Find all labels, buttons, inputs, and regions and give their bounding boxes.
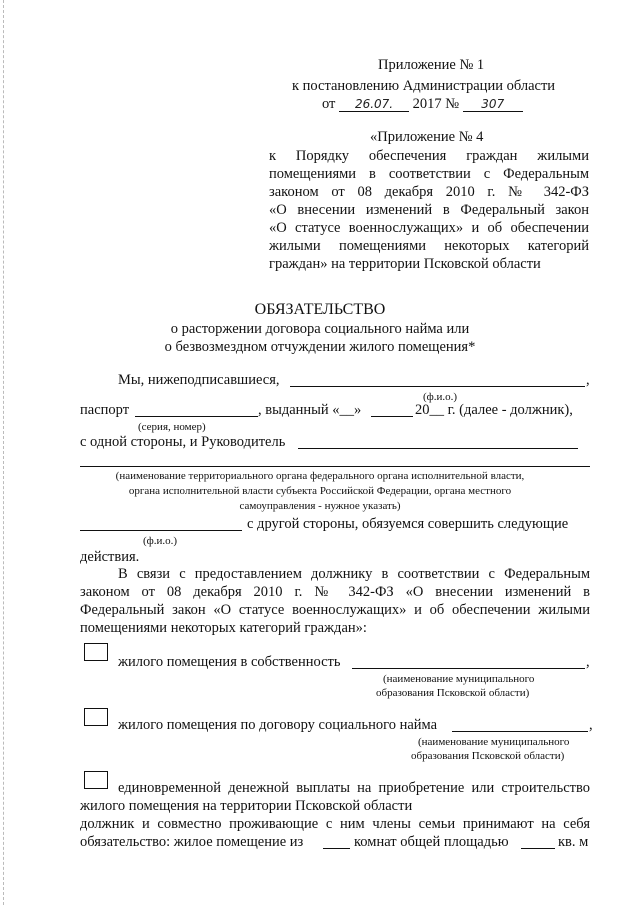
- from-word: от: [322, 96, 336, 112]
- appendix4-line-5: «О статусе военнослужащих» и об обеспечении: [269, 220, 589, 236]
- series-hint: (серия, номер): [138, 421, 206, 433]
- other-side-label: с другой стороны, обязуемся совершить следующие: [247, 516, 569, 532]
- appendix4-line-2: помещениями в соответствии с Федеральным: [269, 166, 589, 182]
- appendix4-line-4: «О внесении изменений в Федеральный закон: [269, 202, 589, 218]
- appendix4-line-6: жилыми помещениями некоторых категорий: [269, 238, 589, 254]
- fio-hint-2: (ф.и.о.): [143, 535, 178, 547]
- issued-label: , выданный «__»: [258, 402, 362, 418]
- option-social-rent-blank: [452, 731, 588, 732]
- checkbox-cash-payment[interactable]: [84, 771, 108, 789]
- appendix4-line-3: законом от 08 декабря 2010 г. № 342-ФЗ: [269, 184, 589, 200]
- option-ownership-label: жилого помещения в собственность: [118, 654, 341, 670]
- organ-blank: [80, 466, 590, 467]
- scan-edge: [3, 0, 4, 905]
- option-social-rent-label: жилого помещения по договору социального найма: [118, 717, 438, 733]
- year-number: 2017 №: [412, 96, 460, 112]
- comma-1: ,: [586, 372, 590, 388]
- para-line-1: В связи с предоставлением должнику в соответствии с Федеральным: [118, 566, 590, 582]
- actions-label: действия.: [80, 549, 140, 565]
- organ-hint-1: (наименование территориального органа федерального органа исполнительной власти,: [115, 470, 525, 482]
- resolution-label: к постановлению Администрации области: [292, 78, 556, 94]
- appendix4-line-7: граждан» на территории Псковской области: [269, 256, 541, 272]
- para-line-4: помещениями некоторых категорий граждан»:: [80, 620, 367, 636]
- appendix-label: Приложение № 1: [378, 57, 485, 73]
- fio-blank-1: [290, 386, 585, 387]
- comma-2: ,: [586, 654, 590, 670]
- obligation-title: ОБЯЗАТЕЛЬСТВО: [254, 301, 386, 318]
- passport-blank: [135, 416, 258, 417]
- passport-label: паспорт: [80, 402, 130, 418]
- closing-line-c: кв. м: [558, 834, 589, 850]
- fio-hint-1: (ф.и.о.): [423, 391, 458, 403]
- issued-month-blank: [371, 416, 413, 417]
- debtor-line: должник и совместно проживающие с ним члены семьи принимают на себя: [80, 816, 590, 832]
- option-social-rent-hint-2: образования Псковской области): [411, 750, 565, 762]
- head-blank: [298, 448, 578, 449]
- organ-hint-3: самоуправления - нужное указать): [239, 500, 401, 512]
- handwritten-date: 26.07.: [339, 97, 409, 112]
- option-ownership-hint-1: (наименование муниципального: [383, 673, 535, 685]
- obligation-subtitle-2: о безвозмездном отчуждении жилого помещения*: [164, 339, 476, 355]
- organ-hint-2: органа исполнительной власти субъекта Российской Федерации, органа местного: [128, 485, 512, 497]
- handwritten-number: 307: [463, 97, 523, 112]
- para-line-2: законом от 08 декабря 2010 г. № 342-ФЗ «О внесении изменений в: [80, 584, 590, 600]
- fio-blank-2: [80, 530, 242, 531]
- checkbox-ownership[interactable]: [84, 643, 108, 661]
- rooms-blank: [323, 848, 350, 849]
- option-cash-payment-line-1: единовременной денежной выплаты на приобретение или строительство: [118, 780, 590, 796]
- comma-3: ,: [589, 717, 593, 733]
- year-debtor-label: 20__ г. (далее - должник),: [415, 402, 573, 418]
- option-ownership-blank: [352, 668, 585, 669]
- closing-line-a: обязательство: жилое помещение из: [80, 834, 304, 850]
- area-blank: [521, 848, 555, 849]
- appendix4-title: «Приложение № 4: [370, 129, 484, 145]
- closing-line-b: комнат общей площадью: [354, 834, 509, 850]
- appendix4-line-1: к Порядку обеспечения граждан жилыми: [269, 148, 589, 164]
- option-ownership-hint-2: образования Псковской области): [376, 687, 530, 699]
- one-side-label: с одной стороны, и Руководитель: [80, 434, 286, 450]
- obligation-subtitle-1: о расторжении договора социального найма или: [170, 321, 470, 337]
- we-undersigned-label: Мы, нижеподписавшиеся,: [118, 372, 280, 388]
- checkbox-social-rent[interactable]: [84, 708, 108, 726]
- date-line: [322, 96, 523, 113]
- para-line-3: Федеральный закон «О статусе военнослужащих» и об обеспечении жилыми: [80, 602, 590, 618]
- option-social-rent-hint-1: (наименование муниципального: [418, 736, 570, 748]
- option-cash-payment-line-2: жилого помещения на территории Псковской области: [80, 798, 413, 814]
